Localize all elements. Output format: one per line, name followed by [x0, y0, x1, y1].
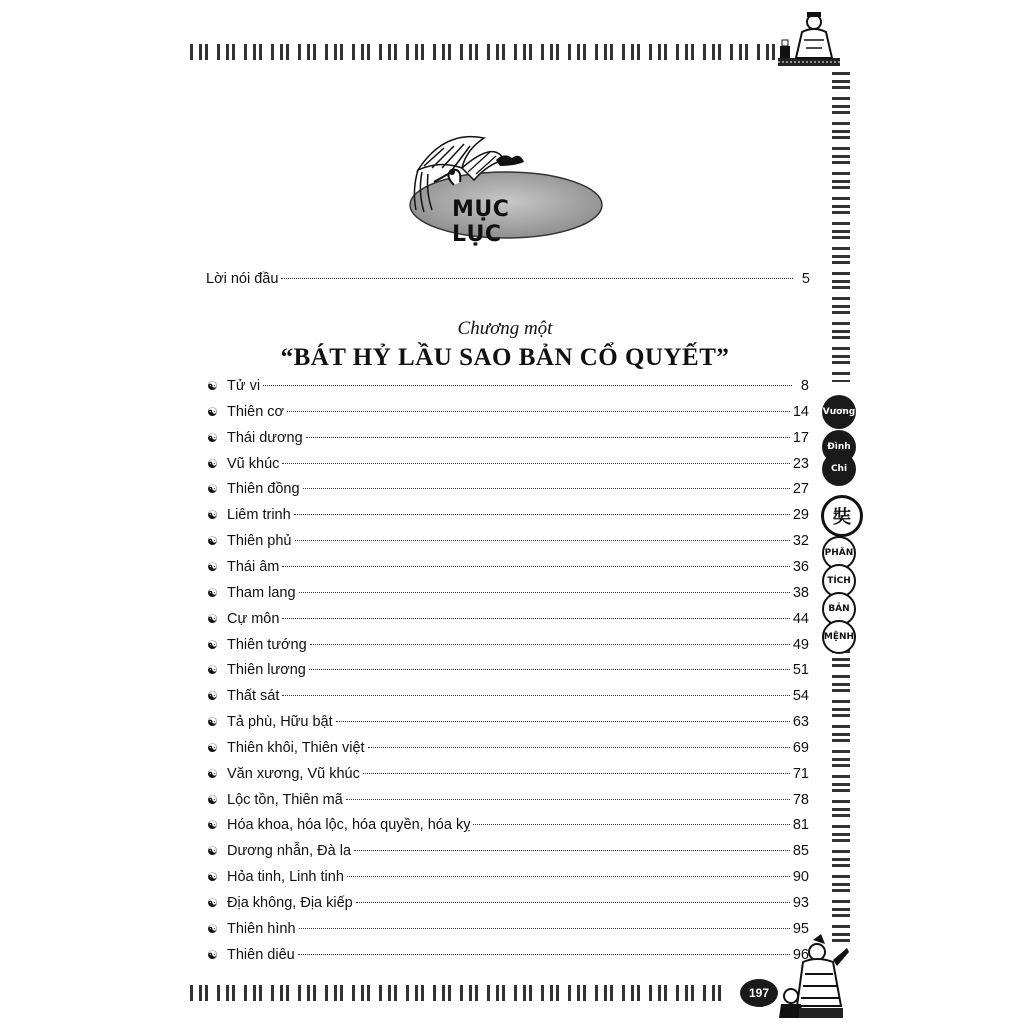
toc-entry-label: Hỏa tinh, Linh tinh — [227, 869, 344, 886]
yin-yang-bullet-icon: ☯ — [207, 404, 218, 419]
toc-page-number: 96 — [792, 946, 809, 963]
toc-entry-row[interactable] — [207, 533, 809, 549]
toc-entry-label: Tham lang — [227, 584, 296, 601]
toc-page-number: 29 — [792, 507, 809, 524]
yin-yang-bullet-icon: ☯ — [207, 740, 218, 755]
dot-leader — [287, 411, 790, 412]
toc-page-number: 95 — [792, 920, 809, 937]
scholar-figure-illustration — [774, 10, 844, 72]
toc-page-number: 8 — [800, 378, 809, 394]
side-tab-subject-1: PHÂN — [822, 536, 856, 570]
toc-entry-row[interactable] — [207, 895, 809, 911]
toc-entry-label: Cự môn — [227, 610, 280, 627]
side-tab-subject-2: TÍCH — [822, 564, 856, 598]
toc-preface-row[interactable] — [206, 271, 810, 287]
toc-page-number: 27 — [792, 481, 809, 498]
yin-yang-bullet-icon: ☯ — [207, 559, 218, 574]
side-tab-subject-4: MỆNH — [822, 620, 856, 654]
seal-icon: 奘 — [821, 495, 863, 537]
yin-yang-bullet-icon: ☯ — [207, 792, 218, 807]
toc-page-number: 54 — [792, 688, 809, 705]
dot-leader — [282, 566, 789, 567]
toc-page-number: 23 — [792, 455, 809, 472]
dot-leader — [294, 514, 790, 515]
dot-leader — [310, 644, 790, 645]
toc-entry-row[interactable] — [207, 637, 809, 653]
toc-entry-row[interactable] — [207, 688, 809, 704]
toc-page-number: 85 — [792, 843, 809, 860]
toc-entry-label: Tả phù, Hữu bật — [227, 714, 333, 731]
toc-entry-row[interactable] — [207, 611, 809, 627]
toc-page-number: 5 — [801, 271, 810, 287]
toc-page-number: 93 — [792, 895, 809, 911]
dot-leader — [299, 592, 790, 593]
toc-page-number: 90 — [792, 869, 809, 886]
yin-yang-bullet-icon: ☯ — [207, 947, 218, 962]
toc-entry-label: Thiên phủ — [227, 533, 292, 550]
yin-yang-bullet-icon: ☯ — [207, 585, 218, 600]
side-tab-author-3: Chi — [822, 452, 856, 486]
dot-leader — [281, 278, 793, 279]
toc-entry-label: Thiên cơ — [227, 403, 285, 420]
toc-entry-row[interactable] — [207, 430, 809, 446]
toc-page-number: 38 — [792, 584, 809, 601]
dot-leader — [309, 669, 790, 670]
toc-page-number: 44 — [792, 610, 809, 627]
toc-page-number: 49 — [792, 636, 809, 653]
toc-page-number: 69 — [792, 739, 809, 756]
yin-yang-bullet-icon: ☯ — [207, 611, 218, 626]
dot-leader — [303, 488, 790, 489]
dot-leader — [295, 540, 790, 541]
toc-page-number: 81 — [792, 817, 809, 834]
toc-entry-row[interactable] — [207, 766, 809, 782]
dot-leader — [346, 799, 790, 800]
dot-leader — [368, 747, 790, 748]
page-number-badge: 197 — [740, 979, 778, 1007]
toc-entry-label: Thiên khôi, Thiên việt — [227, 739, 365, 756]
toc-entry-row[interactable] — [207, 714, 809, 730]
dot-leader — [354, 850, 790, 851]
toc-entry-label: Tử vi — [227, 378, 261, 394]
toc-entry-label: Thiên tướng — [227, 636, 307, 653]
toc-entry-row[interactable] — [207, 481, 809, 497]
toc-entry-row[interactable] — [207, 378, 809, 394]
yin-yang-bullet-icon: ☯ — [207, 870, 218, 885]
toc-entry-label: Thiên hình — [227, 920, 296, 937]
toc-page-number: 14 — [792, 403, 809, 420]
toc-page-number: 71 — [792, 765, 809, 782]
dot-leader — [347, 876, 790, 877]
yin-yang-bullet-icon: ☯ — [207, 844, 218, 859]
yin-yang-bullet-icon: ☯ — [207, 637, 218, 652]
toc-entry-label: Thiên lương — [227, 662, 306, 679]
toc-entry-label: Vũ khúc — [227, 455, 280, 472]
chapter-title: “BÁT HỶ LẦU SAO BẢN CỔ QUYẾT” — [280, 344, 730, 371]
dot-leader — [282, 463, 789, 464]
toc-page-number: 51 — [792, 662, 809, 679]
dot-leader — [298, 954, 790, 955]
toc-entry-row[interactable] — [207, 921, 809, 937]
dot-leader — [263, 385, 792, 386]
toc-entry-label: Lộc tồn, Thiên mã — [227, 791, 343, 808]
toc-entry-label: Địa không, Địa kiếp — [227, 895, 353, 911]
right-border-ornament-lower — [832, 650, 850, 945]
bottom-border-ornament — [190, 985, 730, 1001]
toc-page-number: 17 — [792, 429, 809, 446]
toc-entry-row[interactable] — [207, 585, 809, 601]
yin-yang-bullet-icon: ☯ — [207, 534, 218, 549]
yin-yang-bullet-icon: ☯ — [207, 456, 218, 471]
warrior-figure-illustration — [775, 930, 850, 1020]
toc-entry-row[interactable] — [207, 507, 809, 523]
yin-yang-bullet-icon: ☯ — [207, 818, 218, 833]
toc-entry-label: Thất sát — [227, 688, 280, 705]
yin-yang-bullet-icon: ☯ — [207, 921, 218, 936]
dot-leader — [282, 695, 789, 696]
dot-leader — [306, 437, 790, 438]
toc-entry-label: Thái dương — [227, 429, 303, 446]
chapter-kicker: Chương một — [457, 318, 553, 339]
toc-entry-row[interactable] — [207, 792, 809, 808]
toc-entry-row[interactable] — [207, 404, 809, 420]
toc-page-number: 32 — [792, 533, 809, 550]
toc-entry-label: Thiên diêu — [227, 946, 295, 963]
dot-leader — [336, 721, 790, 722]
toc-entry-row[interactable] — [207, 662, 809, 678]
top-border-ornament — [190, 44, 775, 60]
toc-entry-label: Văn xương, Vũ khúc — [227, 765, 360, 782]
toc-entry-row[interactable] — [207, 843, 809, 859]
side-tab-author-2: Đình — [822, 430, 856, 464]
toc-entry-label: Dương nhẫn, Đà la — [227, 843, 352, 860]
toc-entry-label: Thiên đồng — [227, 481, 300, 498]
toc-entry-row[interactable] — [207, 456, 809, 472]
side-tab-author-1: Vương — [822, 395, 856, 429]
dot-leader — [282, 618, 789, 619]
yin-yang-bullet-icon: ☯ — [207, 689, 218, 704]
yin-yang-bullet-icon: ☯ — [207, 715, 218, 730]
toc-entry-label: Lời nói đầu — [206, 271, 279, 287]
yin-yang-bullet-icon: ☯ — [207, 379, 218, 393]
yin-yang-bullet-icon: ☯ — [207, 896, 218, 910]
toc-entry-label: Thái âm — [227, 558, 280, 575]
toc-entry-label: Hóa khoa, hóa lộc, hóa quyền, hóa kỵ — [227, 817, 471, 834]
toc-entry-row[interactable] — [207, 869, 809, 885]
yin-yang-bullet-icon: ☯ — [207, 508, 218, 523]
dot-leader — [356, 902, 790, 903]
side-tab-subject-3: BẢN — [822, 592, 856, 626]
toc-entry-row[interactable] — [207, 559, 809, 575]
toc-page-number: 78 — [792, 791, 809, 808]
page-title: MỤC LỤC — [452, 197, 510, 247]
dot-leader — [299, 928, 790, 929]
toc-entry-row[interactable] — [207, 947, 809, 963]
dot-leader — [473, 824, 789, 825]
yin-yang-bullet-icon: ☯ — [207, 430, 218, 445]
toc-page-number: 36 — [792, 558, 809, 575]
dot-leader — [363, 773, 790, 774]
yin-yang-bullet-icon: ☯ — [207, 482, 218, 497]
toc-entry-row[interactable] — [207, 740, 809, 756]
toc-page-number: 63 — [792, 714, 809, 731]
yin-yang-bullet-icon: ☯ — [207, 663, 218, 678]
yin-yang-bullet-icon: ☯ — [207, 766, 218, 781]
toc-entry-row[interactable] — [207, 817, 809, 833]
toc-entry-label: Liêm trinh — [227, 507, 291, 524]
